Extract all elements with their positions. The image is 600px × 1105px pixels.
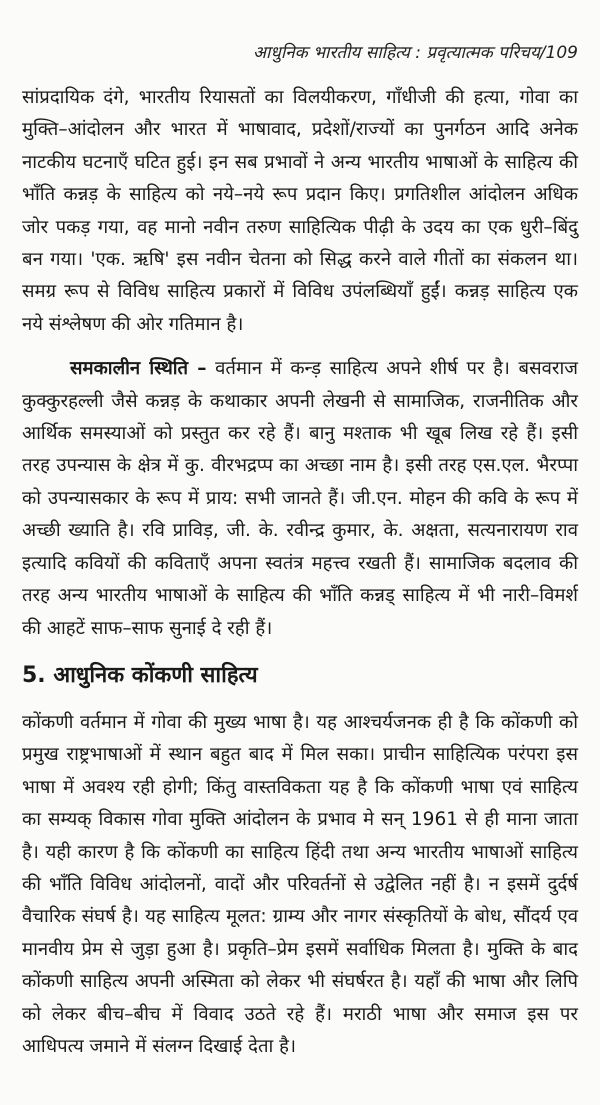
paragraph-3-line: कोंकणी साहित्य अपनी अस्मिता को लेकर भी संघर्षरत है। यहाँ की भाषा और लिपि [22, 971, 578, 993]
paragraph-2-line: इत्यादि कवियों की कविताएँ अपना स्वतंत्र महत्त्व रखती हैं। सामाजिक बदलाव की [22, 552, 578, 574]
paragraph-lead-heading: समकालीन स्थिति – [70, 358, 207, 380]
paragraph-3-line: है। यही कारण है कि कोंकणी का साहित्य हिंदी तथा अन्य भारतीय भाषाओं साहित्य [22, 841, 578, 863]
paragraph-2 [22, 353, 578, 645]
paragraph-1-line: मुक्ति–आंदोलन और भारत में भाषावाद, प्रदेशों/राज्यों का पुनर्गठन आदि अनेक [22, 119, 578, 141]
paragraph-2-line [22, 353, 578, 385]
section-heading: 5. आधुनिक कोंकणी साहित्य [22, 662, 258, 688]
paragraph-3-line: मानवीय प्रेम से जुड़ा हुआ है। प्रकृति–प्रेम इसमें सर्वाधिक मिलता है। मुक्ति के बाद [22, 938, 578, 960]
paragraph-1-line: समग्र रूप से विविध साहित्य प्रकारों में विविध उपंलब्धियाँ हुईं। कन्नड़ साहित्य एक [22, 281, 578, 303]
paragraph-1-line: जोर पकड़ गया, वह मानो नवीन तरुण साहित्यिक पीढ़ी के उदय का एक धुरी–बिंदु [22, 216, 578, 238]
paragraph-3-line: वैचारिक संघर्ष है। यह साहित्य मूलत: ग्राम्य और नागर संस्कृतियों के बोध, सौंदर्य एव [22, 906, 578, 928]
paragraph-1-line: सांप्रदायिक दंगे, भारतीय रियासतों का विलयीकरण, गाँधीजी की हत्या, गोवा का [22, 87, 578, 108]
paragraph-2-line: को उपन्यासकार के रूप में प्राय: सभी जानते हैं। जी.एन. मोहन की कवि के रूप में [22, 487, 578, 509]
line-text: वर्तमान में कन्ड़ साहित्य अपने शीर्ष पर है। बसवराज [215, 358, 578, 380]
paragraph-2-line: कुक्कुरहल्ली जैसे कन्नड़ के कथाकार अपनी लेखनी से सामाजिक, राजनीतिक और [22, 390, 578, 412]
paragraph-2-line: आर्थिक समस्याओं को प्रस्तुत कर रहे हैं। बानु मश्ताक भी खूब लिख रहे हैं। इसी [22, 423, 578, 445]
paragraph-1-line: नये संश्लेषण की ओर गतिमान है। [22, 313, 244, 335]
paragraph-1 [22, 82, 578, 341]
paragraph-3-line: की भाँति विविध आंदोलनों, वादों और परिवर्तनों से उद्वेलित नहीं है। न इसमें दुर्दर्ष [22, 873, 578, 895]
paragraph-2-line: तरह उपन्यास के क्षेत्र में कु. वीरभद्रप्प का अच्छा नाम है। इसी तरह एस.एल. भैरप्पा [22, 455, 578, 477]
paragraph-2-line: अच्छी ख्याति है। रवि प्राविड़, जी. के. रवीन्द्र कुमार, के. अक्षता, सत्यनारायण राव [22, 520, 578, 542]
paragraph-3-line: भाषा में अवश्य रही होगी; किंतु वास्तविकता यह है कि कोंकणी भाषा एवं साहित्य [22, 776, 578, 798]
paragraph-3 [22, 707, 578, 1063]
paragraph-3-line: को लेकर बीच–बीच में विवाद उठते रहे हैं। मराठी भाषा और समाज इस पर [22, 1003, 578, 1025]
paragraph-1-line: भाँति कन्नड़ के साहित्य को नये–नये रूप प्रदान किए। प्रगतिशील आंदोलन अधिक [22, 184, 578, 206]
paragraph-1-line: नाटकीय घटनाएँ घटित हुई। इन सब प्रभावों ने अन्य भारतीय भाषाओं के साहित्य की [22, 151, 578, 173]
paragraph-2-line: तरह अन्य भारतीय भाषाओं के साहित्य की भाँति कन्नड् साहित्य में भी नारी–विमर्श [22, 585, 578, 607]
paragraph-2-line: की आहटें साफ–साफ सुनाई दे रही हैं। [22, 617, 273, 639]
paragraph-3-line: कोंकणी वर्तमान में गोवा की मुख्य भाषा है। यह आश्चर्यजनक ही है कि कोंकणी को [22, 711, 578, 733]
paragraph-3-line: प्रमुख राष्ट्रभाषाओं में स्थान बहुत बाद में मिल सका। प्राचीन साहित्यिक परंपरा इस [22, 744, 578, 766]
paragraph-3-line: का सम्यक् विकास गोवा मुक्ति आंदोलन के प्रभाव मे सन् 1961 से ही माना जाता [22, 809, 578, 831]
paragraph-1-line: बन गया। 'एक. ऋषि' इस नवीन चेतना को सिद्ध करने वाले गीतों का संकलन था। [22, 249, 578, 271]
running-header: आधुनिक भारतीय साहित्य : प्रवृत्यात्मक परिचय/109 [252, 43, 578, 63]
paragraph-3-line: आधिपत्य जमाने में संलग्न दिखाई देता है। [22, 1035, 297, 1057]
